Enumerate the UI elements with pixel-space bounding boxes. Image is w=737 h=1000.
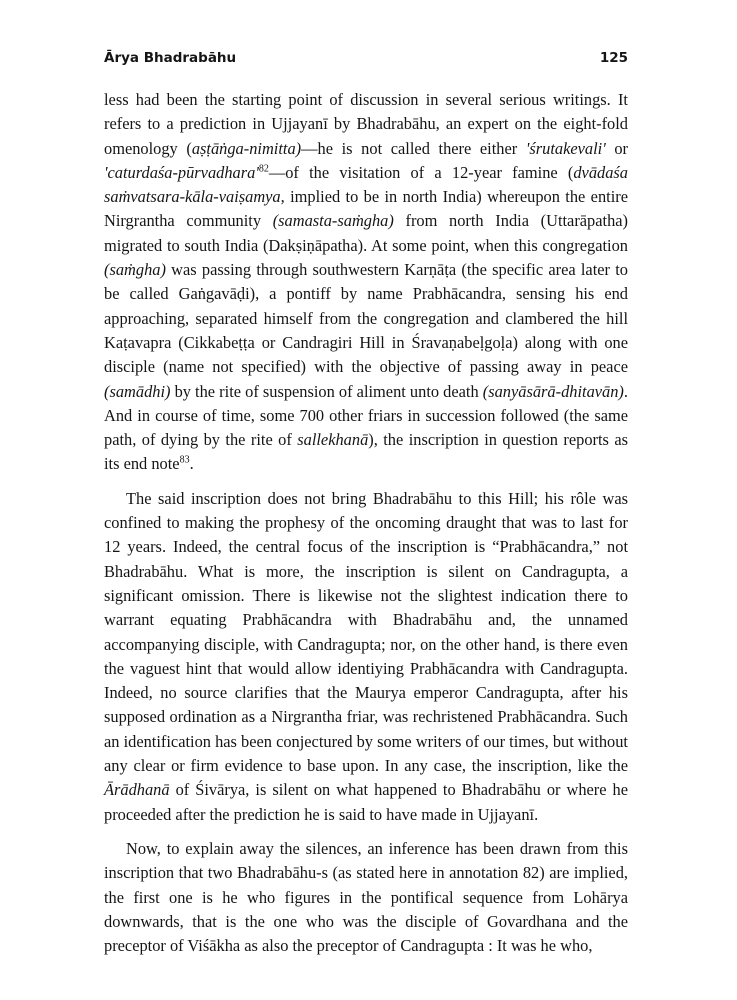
running-title: Ārya Bhadrabāhu — [104, 50, 237, 66]
italic-term: sallekhanā — [297, 430, 369, 450]
text-run: by the rite of suspension of aliment unto death — [170, 381, 483, 401]
text-run: of Śivārya, is silent on what happened to Bhadrabāhu or where he proceeded after the prediction he is said to have made in Ujjayanī. — [104, 780, 628, 824]
paragraph — [104, 88, 628, 477]
italic-term: (samasta-saṁgha) — [272, 211, 394, 231]
italic-term: 'śrutakevali' — [525, 138, 606, 158]
text-run: Now, to explain away the silences, an inference has been drawn from this inscription that two Bhadrabāhu-s (as stated here in annotation 82) are implied, the first one is he who figures in the pontifical sequence from Lohārya downwards, that is the one who was the disciple of Govardhana and the preceptor of Viśākha as also the preceptor of Candragupta : It was he who, — [104, 838, 628, 956]
running-head — [104, 50, 628, 72]
paragraph — [104, 487, 628, 827]
text-run: The said inscription does not bring Bhadrabāhu to this Hill; his rôle was confined to making the prophesy of the oncoming draught that was to last for 12 years. Indeed, the central focus of the inscription is “Prabhācandra,” not Bhadrabāhu. What is more, the inscription is silent on Candragupta, a significant omission. There is likewise not the slightest indication there to warrant equating Prabhācandra with Bhadrabāhu and, the unnamed accompanying disciple, with Candragupta; nor, on the other hand, is there even the vaguest hint that would allow identiying Prabhācandra with Candragupta. Indeed, no source clarifies that the Maurya emperor Candragupta, after his supposed ordination as a Nirgrantha friar, was rechristened Prabhācandra. Such an identification has been conjectured by some writers of our times, but without any clear or firm evidence to base upon. In any case, the inscription, like the — [104, 488, 628, 776]
text-run: was passing through southwestern Karṇāṭa (the specific area later to be called Gaṅgavāḍi), a pontiff by name Prabhācandra, sensing his end approaching, separated himself from the congregation and clambered the hill Kaṭavapra (Cikkabeṭṭa or Candragiri Hill in Śravaṇabeḷgoḷa) along with one disciple (name not specified) with the objective of passing away in peace — [104, 260, 628, 377]
text-run: —of the visitation of a 12-year famine ( — [268, 162, 574, 182]
italic-term: dvādaśa saṁvatsara-kāla-vaiṣamya, — [104, 162, 628, 207]
text-run: less had been the starting point of discussion in several serious writings. It refers to a prediction in Ujjayanī by Bhadrabāhu, an expert on the eight-fold omenology ( — [104, 90, 628, 158]
text-run: —he is not called there either — [301, 138, 526, 158]
text-run: or — [605, 138, 628, 158]
body-text — [104, 88, 628, 958]
footnote-reference: 83 — [179, 454, 190, 466]
text-run: . And in course of time, some 700 other friars in succession followed (the same path, of dying by the rite of — [104, 381, 628, 450]
italic-term: 'caturdaśa-pūrvadhara' — [104, 162, 259, 182]
text-run: implied to be in north India) whereupon the entire Nirgrantha community — [104, 187, 628, 231]
italic-term: (saṁgha) — [104, 260, 166, 280]
footnote-reference: 82 — [258, 163, 269, 175]
italic-term: Ārādhanā — [104, 780, 170, 800]
italic-term: (sanyāsārā-dhitavān) — [482, 381, 624, 401]
italic-term: aṣṭāṅga-nimitta) — [191, 138, 302, 158]
italic-term: (samādhi) — [104, 381, 171, 401]
text-run: . — [189, 454, 194, 474]
text-run: ), the inscription in question reports as its end note — [104, 430, 629, 474]
page-number: 125 — [599, 50, 628, 66]
paragraph — [104, 837, 628, 958]
text-run: from north India (Uttarāpatha) migrated to south India (Dakṣiṇāpatha). At some point, when this congregation — [104, 211, 629, 255]
